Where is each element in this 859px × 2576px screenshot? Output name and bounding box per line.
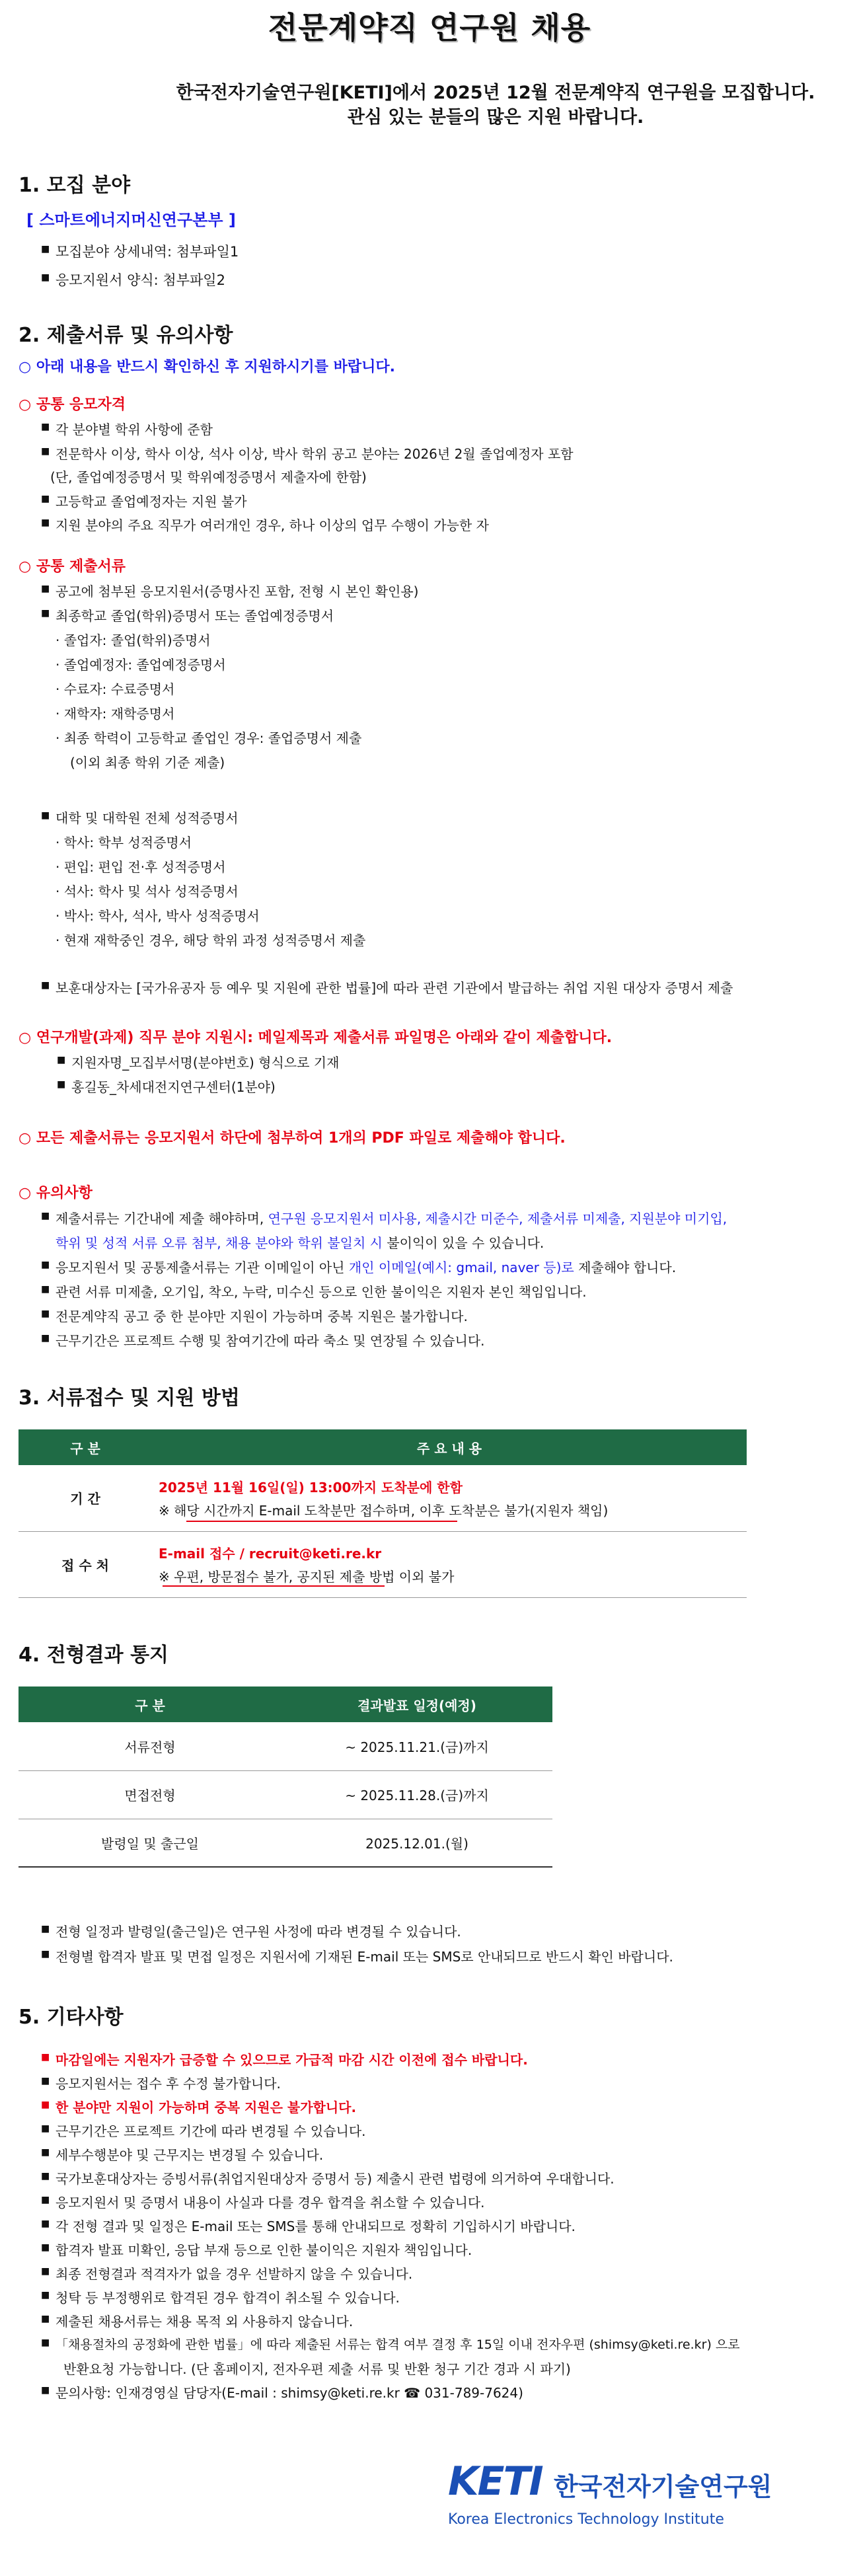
page-title: 전문계약직 연구원 채용	[268, 10, 591, 46]
section-4-heading: 4. 전형결과 통지	[19, 1644, 169, 1667]
period-note: ※ 해당 시간까지 E-mail 도착분만 접수하며, 이후 도착분은 불가(지원자 책임)	[159, 1502, 609, 1519]
list-item: ■ 근무기간은 프로젝트 기간에 따라 변경될 수 있습니다.	[56, 2121, 366, 2140]
list-item: · 박사: 학사, 석사, 박사 성적증명서	[56, 908, 260, 924]
list-item: · 재학자: 재학증명서	[56, 706, 175, 722]
list-item: ■ 보훈대상자는 [국가유공자 등 예우 및 지원에 관한 법률]에 따라 관련 기관에서 발급하는 취업 지원 대상자 증명서 제출	[56, 977, 733, 997]
list-item: ■ 지원자명_모집부서명(분야번호) 형식으로 기재	[71, 1052, 339, 1071]
row-label: 기 간	[19, 1465, 152, 1531]
list-item: (이외 최종 학위 기준 제출)	[70, 755, 225, 771]
column-header: 주 요 내 용	[152, 1429, 747, 1465]
list-item: ■ 세부수행분야 및 근무지는 변경될 수 있습니다.	[56, 2144, 323, 2164]
list-item: ■ 한 분야만 지원이 가능하며 중복 지원은 불가합니다.	[56, 2097, 356, 2116]
list-item: (단, 졸업예정증명서 및 학위예정증명서 제출자에 한함)	[50, 469, 367, 485]
intro-line-1: 한국전자기술연구원[KETI]에서 2025년 12월 전문계약직 연구원을 모집합니다.	[176, 83, 815, 103]
section-1-heading: 1. 모집 분야	[19, 174, 131, 197]
list-item: · 편입: 편입 전·후 성적증명서	[56, 859, 226, 875]
column-header: 구 분	[19, 1686, 281, 1722]
row-label: 발령일 및 출근일	[19, 1819, 281, 1867]
table-row	[19, 1722, 552, 1770]
list-item: ■ 근무기간은 프로젝트 수행 및 참여기간에 따라 축소 및 연장될 수 있습니다.	[56, 1330, 485, 1349]
section-3-heading: 3. 서류접수 및 지원 방법	[19, 1386, 240, 1410]
list-item: ■ 지원 분야의 주요 직무가 여러개인 경우, 하나 이상의 업무 수행이 가능한 자	[56, 515, 489, 534]
keti-logo-korean: 한국전자기술연구원	[554, 2472, 772, 2501]
column-header: 구 분	[19, 1429, 152, 1465]
schedule-table	[19, 1686, 552, 1868]
application-table	[19, 1429, 747, 1598]
list-item: · 석사: 학사 및 석사 성적증명서	[56, 884, 239, 899]
list-item: ■ 국가보훈대상자는 증빙서류(취업지원대상자 증명서 등) 제출시 관련 법령에 의거하여 우대합니다.	[56, 2168, 615, 2187]
list-item: ■ 「채용절차의 공정화에 관한 법률」에 따라 제출된 서류는 합격 여부 결정 후 15일 이내 전자우편 (shimsy@keti.re.kr) 으로	[56, 2335, 740, 2353]
period-text: 2025년 11월 16일(일) 13:00까지 도착분에 한함	[159, 1479, 463, 1496]
row-value: 2025.12.01.(월)	[281, 1819, 552, 1867]
qual-heading: ○ 공통 응모자격	[19, 397, 126, 413]
list-item: ■ 제출서류는 기간내에 제출 해야하며, 연구원 응모지원서 미사용, 제출시간 미준수, 제출서류 미제출, 지원분야 미기입,	[56, 1208, 727, 1227]
underline	[163, 1585, 385, 1587]
pdf-notice: ○ 모든 제출서류는 응모지원서 하단에 첨부하여 1개의 PDF 파일로 제출해야 합니다.	[19, 1130, 566, 1147]
list-item: 학위 및 성적 서류 오류 첨부, 채용 분야와 학위 불일치 시 불이익이 있을 수 있습니다.	[56, 1235, 544, 1251]
list-item: ■ 응모지원서 및 공통제출서류는 기관 이메일이 아닌 개인 이메일(예시: gmail, naver 등)로 제출해야 합니다.	[56, 1257, 676, 1276]
list-item: ■ 제출된 채용서류는 채용 목적 외 사용하지 않습니다.	[56, 2311, 353, 2330]
list-item: · 최종 학력이 고등학교 졸업인 경우: 졸업증명서 제출	[56, 730, 362, 746]
list-item: ■ 응모지원서 양식: 첨부파일2	[56, 270, 225, 289]
section-2-heading: 2. 제출서류 및 유의사항	[19, 324, 233, 347]
keti-logo-mark: KETI	[448, 2458, 542, 2505]
list-item: 반환요청 가능합니다. (단 홈페이지, 전자우편 제출 서류 및 반환 청구 기간 경과 시 파기)	[63, 2361, 571, 2377]
list-item: ■ 모집분야 상세내역: 첨부파일1	[56, 241, 239, 261]
list-item: ■ 대학 및 대학원 전체 성적증명서	[56, 808, 239, 827]
list-item: ■ 전문학사 이상, 학사 이상, 석사 이상, 박사 학위 공고 분야는 2026년 2월 졸업예정자 포함	[56, 443, 574, 463]
list-item: ■ 문의사항: 인재경영실 담당자(E-mail : shimsy@keti.re.kr ☎ 031-789-7624)	[56, 2382, 523, 2402]
email-note: ※ 우편, 방문접수 불가, 공지된 제출 방법 이외 불가	[159, 1569, 455, 1585]
list-item: · 학사: 학부 성적증명서	[56, 835, 192, 851]
list-item: ■ 공고에 첨부된 응모지원서(증명사진 포함, 전형 시 본인 확인용)	[56, 581, 418, 600]
row-label: 서류전형	[19, 1722, 281, 1770]
keti-logo-english: Korea Electronics Technology Institute	[448, 2511, 724, 2528]
list-item: ■ 홍길동_차세대전지연구센터(1분야)	[71, 1077, 276, 1096]
list-item: ■ 최종학교 졸업(학위)증명서 또는 졸업예정증명서	[56, 605, 334, 625]
column-header: 결과발표 일정(예정)	[281, 1686, 552, 1722]
list-item: ■ 마감일에는 지원자가 급증할 수 있으므로 가급적 마감 시간 이전에 접수 바랍니다.	[56, 2049, 528, 2068]
list-item: · 졸업자: 졸업(학위)증명서	[56, 632, 211, 648]
row-value: ~ 2025.11.28.(금)까지	[281, 1770, 552, 1819]
list-item: · 현재 재학중인 경우, 해당 학위 과정 성적증명서 제출	[56, 932, 366, 948]
table-row	[19, 1770, 552, 1819]
list-item: ■ 전문계약직 공고 중 한 분야만 지원이 가능하며 중복 지원은 불가합니다.	[56, 1306, 468, 1325]
list-item: ■ 관련 서류 미제출, 오기입, 착오, 누락, 미수신 등으로 인한 불이익은 지원자 본인 책임입니다.	[56, 1281, 587, 1301]
list-item: ■ 각 분야별 학위 사항에 준함	[56, 419, 213, 438]
notice-text: ○ 아래 내용을 반드시 확인하신 후 지원하시기를 바랍니다.	[19, 359, 395, 375]
row-value: ~ 2025.11.21.(금)까지	[281, 1722, 552, 1770]
rnd-heading: ○ 연구개발(과제) 직무 분야 지원시: 메일제목과 제출서류 파일명은 아래와 같이 제출합니다.	[19, 1030, 613, 1046]
list-item: ■ 합격자 발표 미확인, 응답 부재 등으로 인한 불이익은 지원자 책임입니다.	[56, 2240, 472, 2259]
list-item: ■ 응모지원서 및 증명서 내용이 사실과 다를 경우 합격을 취소할 수 있습니다.	[56, 2192, 485, 2211]
list-item: · 수료자: 수료증명서	[56, 681, 175, 697]
intro-line-2: 관심 있는 분들의 많은 지원 바랍니다.	[347, 107, 644, 128]
dept-label: [ 스마트에너지머신연구본부 ]	[26, 211, 236, 229]
section-5-heading: 5. 기타사항	[19, 2006, 124, 2029]
docs-heading: ○ 공통 제출서류	[19, 558, 126, 575]
table-row	[19, 1819, 552, 1867]
list-item: ■ 청탁 등 부정행위로 합격된 경우 합격이 취소될 수 있습니다.	[56, 2287, 400, 2306]
email-text: E-mail 접수 / recruit@keti.re.kr	[159, 1546, 382, 1562]
list-item: ■ 최종 전형결과 적격자가 없을 경우 선발하지 않을 수 있습니다.	[56, 2263, 412, 2283]
list-item: ■ 전형별 합격자 발표 및 면접 일정은 지원서에 기재된 E-mail 또는 SMS로 안내되므로 반드시 확인 바랍니다.	[56, 1946, 673, 1965]
row-label: 면접전형	[19, 1770, 281, 1819]
underline	[186, 1521, 457, 1522]
table-row	[19, 1531, 747, 1597]
list-item: ■ 고등학교 졸업예정자는 지원 불가	[56, 491, 247, 510]
caution-heading: ○ 유의사항	[19, 1185, 93, 1201]
list-item: ■ 전형 일정과 발령일(출근일)은 연구원 사정에 따라 변경될 수 있습니다.	[56, 1921, 461, 1940]
list-item: · 졸업예정자: 졸업예정증명서	[56, 657, 226, 673]
list-item: ■ 응모지원서는 접수 후 수정 불가합니다.	[56, 2073, 281, 2092]
list-item: ■ 각 전형 결과 및 일정은 E-mail 또는 SMS를 통해 안내되므로 정확히 기입하시기 바랍니다.	[56, 2216, 576, 2235]
row-label: 접 수 처	[19, 1531, 152, 1597]
